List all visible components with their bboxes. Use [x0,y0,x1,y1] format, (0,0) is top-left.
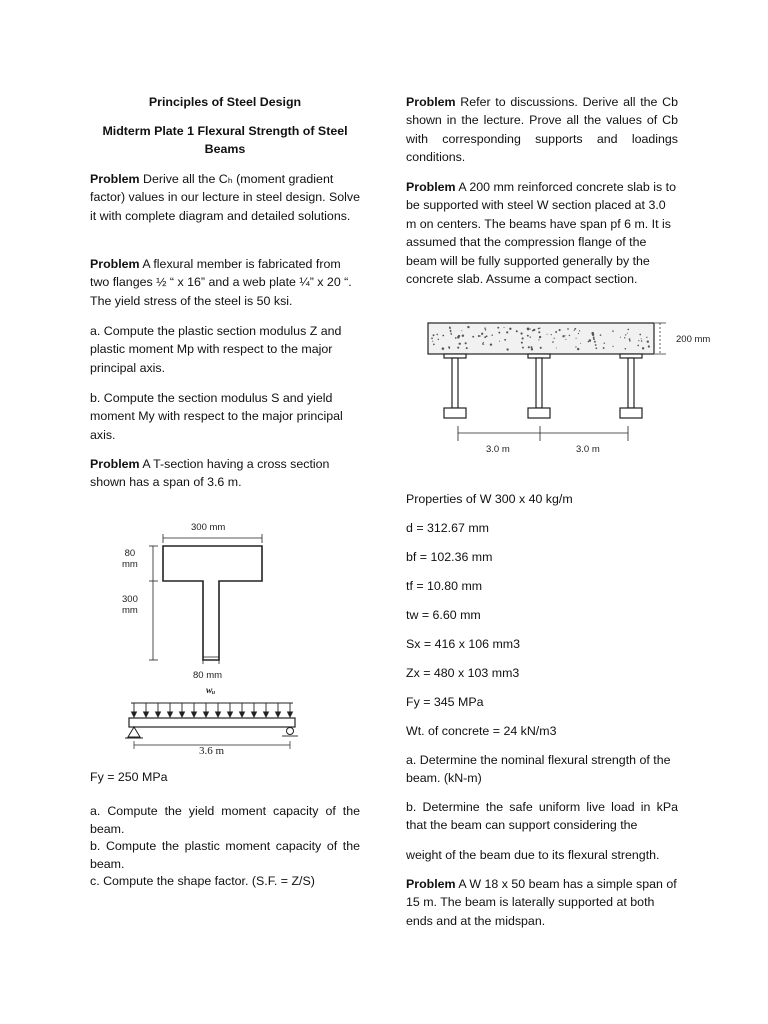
question-live-load-cont: weight of the beam due to its flexural strength. [406,848,660,862]
question-a-plastic: a. Compute the plastic section modulus Z and plastic moment Mp with respect to the major principal axis. [90,324,342,375]
question-shape-factor: c. Compute the shape factor. (S.F. = Z/S) [90,874,315,888]
problem-text: A 200 mm reinforced concrete slab is to be supported with steel W section placed at 3.0 m on centers. The beams have span pf 6 m. It is assumed that the compression flange of the beam will be fully supported generally by the concrete slab. Assume a compact section. [406,180,676,287]
problem-text: A W 18 x 50 beam has a simple span of 15 m. The beam is laterally supported at both ends and at the midspan. [406,877,677,928]
property-zx: Zx = 480 x 103 mm3 [406,666,520,680]
question-live-load: b. Determine the safe uniform live load in kPa that the beam can support considering the [406,800,678,833]
problem-label: Problem [406,95,456,109]
problem-text: A flexural member is fabricated from two flanges ½ “ x 16” and a web plate ¼” x 20 “. The yield stress of the steel is 50 ksi. [90,257,352,308]
problem-text: Derive all the Cₕ (moment gradient factor) values in our lecture in steel design. Solve it with complete diagram and detailed solutions. [90,172,360,223]
question-nominal-strength: a. Determine the nominal flexural strength of the beam. (kN-m) [406,753,671,786]
property-sx: Sx = 416 x 106 mm3 [406,637,520,651]
spacing-label-1: 3.0 m [486,444,510,455]
problem-label: Problem [406,180,456,194]
problem-text: A T-section having a cross section shown has a span of 3.6 m. [90,457,330,490]
distributed-load-label: wᵤ [206,686,216,696]
question-plastic-moment: b. Compute the plastic moment capacity of the beam. [90,839,360,872]
spacing-label-2: 3.0 m [576,444,600,455]
question-b-section: b. Compute the section modulus S and yield moment My with respect to the major principal axis. [90,391,343,442]
property-bf: bf = 102.36 mm [406,550,493,564]
property-d: d = 312.67 mm [406,521,489,535]
problem-text: Refer to discussions. Derive all the Cb shown in the lecture. Prove all the values of Cb with corresponding supports and loadings conditions. [406,95,678,165]
t-web-height-label: 300 mm [122,594,138,616]
beam-span-label: 3.6 m [199,745,225,757]
document-subtitle: Midterm Plate 1 Flexural Strength of Steel Beams [102,124,348,157]
t-top-width-label: 300 mm [191,522,226,533]
question-yield-moment: a. Compute the yield moment capacity of the beam. [90,804,360,837]
property-tf: tf = 10.80 mm [406,579,483,593]
problem-label: Problem [90,457,140,471]
yield-stress: Fy = 250 MPa [90,770,168,784]
problem-label: Problem [90,257,140,271]
document-title: Principles of Steel Design [148,95,302,109]
slab-thickness-label: 200 mm [676,334,711,345]
properties-title: Properties of W 300 x 40 kg/m [406,492,573,506]
t-flange-thickness-label: 80 mm [122,548,138,570]
property-concrete-weight: Wt. of concrete = 24 kN/m3 [406,724,557,738]
property-fy: Fy = 345 MPa [406,695,484,709]
property-tw: tw = 6.60 mm [406,608,481,622]
problem-label: Problem [90,172,140,186]
problem-label: Problem [406,877,456,891]
t-web-width-label: 80 mm [193,670,223,681]
